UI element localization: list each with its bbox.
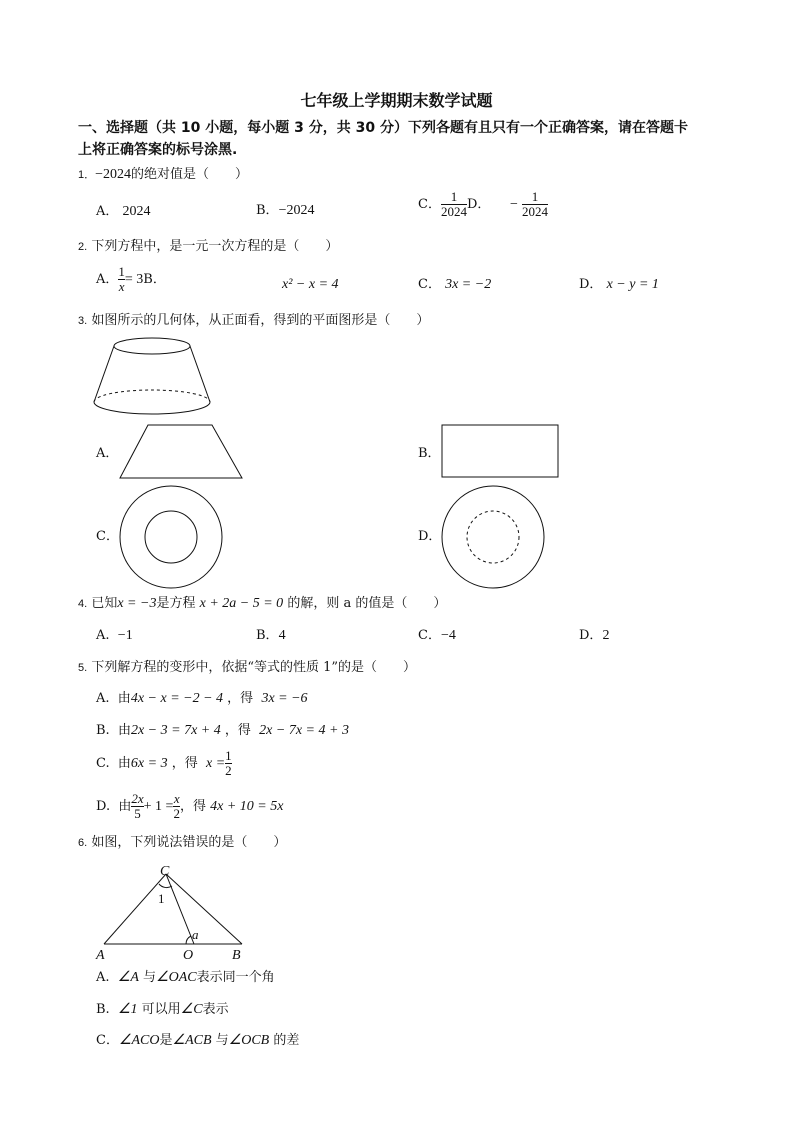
math-expression: 2x − 7x = 4 + 3	[259, 723, 349, 738]
vertex-label-c: C	[160, 864, 170, 879]
q6-option-b[interactable]	[96, 1001, 229, 1019]
numerator: 1	[531, 189, 539, 204]
option-text: ，得	[171, 756, 198, 771]
option-label: A.	[96, 628, 110, 643]
fraction	[522, 190, 548, 219]
question-text: 下列方程中，是一元一次方程的是（ ）	[91, 239, 339, 254]
q6-option-a[interactable]	[96, 969, 275, 987]
option-label: D．	[579, 277, 603, 292]
q5-option-c[interactable]	[96, 749, 232, 778]
question-text: 如图，下列说法错误的是（ ）	[91, 835, 287, 850]
option-label: B．	[143, 272, 166, 287]
math-expression: 6x = 3	[130, 756, 168, 771]
fraction	[225, 749, 232, 778]
question-text: 下列解方程的变形中，依据“等式的性质 1”的是（ ）	[91, 660, 417, 675]
equation-rest: = 3	[124, 272, 144, 287]
option-value: 2	[602, 628, 610, 643]
option-label: C．	[418, 277, 441, 292]
math-expression: ∠OCB	[228, 1033, 270, 1048]
option-label: B．	[256, 203, 279, 218]
option-text: 表示同一个角	[196, 970, 275, 985]
option-label: A．	[96, 204, 119, 219]
trapezoid-figure[interactable]	[118, 424, 246, 480]
q2-option-c[interactable]	[418, 276, 491, 294]
math-expression: x =	[206, 756, 226, 771]
option-value: −1	[117, 628, 133, 643]
minus-sign: −	[510, 197, 518, 212]
option-label: D.	[96, 799, 111, 814]
option-value: x² − x = 4	[282, 277, 339, 292]
option-label: A.	[96, 970, 110, 985]
question-1-stem	[78, 166, 248, 184]
question-number: 5.	[78, 662, 88, 674]
question-number: 6.	[78, 837, 88, 849]
q3-option-c[interactable]	[96, 528, 119, 546]
section-heading-line2: 上将正确答案的标号涂黑.	[78, 142, 238, 158]
question-2-stem	[78, 238, 338, 256]
math-expression: x + 2a − 5 = 0	[199, 596, 284, 611]
question-number: 3.	[78, 315, 88, 327]
triangle-figure	[94, 860, 254, 964]
math-expression: 4x + 10 = 5x	[210, 799, 284, 814]
denominator: x	[118, 279, 125, 294]
math-expression: 2x − 3 = 7x + 4	[130, 723, 221, 738]
question-text: 的绝对值是（ ）	[131, 167, 249, 182]
angle-label-alpha: a	[192, 927, 199, 942]
concentric-circles-solid-figure[interactable]	[118, 484, 224, 590]
option-text: ，得	[179, 799, 206, 814]
question-text: 已知	[91, 596, 118, 611]
option-label: B．	[256, 628, 279, 643]
option-value: −2024	[278, 203, 315, 218]
vertex-label-o: O	[183, 948, 194, 963]
option-value: 2024	[122, 204, 151, 219]
numerator: 1	[225, 748, 232, 763]
math-expression: + 1 =	[143, 799, 174, 814]
frustum-solid-figure	[90, 336, 214, 416]
option-label: B．	[418, 446, 441, 461]
option-text: 由	[118, 799, 132, 814]
option-label: D．	[418, 529, 442, 544]
option-text: ，得	[227, 691, 254, 706]
vertex-label-b: B	[232, 948, 241, 963]
option-label: B.	[96, 1002, 110, 1017]
rectangle-figure[interactable]	[441, 424, 561, 480]
option-text: 表示	[202, 1002, 229, 1017]
q4-option-b[interactable]	[256, 627, 286, 645]
question-text: 是方程	[156, 596, 196, 611]
option-label: A.	[96, 691, 110, 706]
option-label: A．	[96, 272, 119, 287]
fraction	[441, 190, 467, 219]
math-expression: ∠A	[117, 970, 139, 985]
math-expression: ∠ACB	[172, 1033, 212, 1048]
q1-option-c[interactable]	[418, 190, 490, 219]
option-text: 与	[143, 970, 157, 985]
q3-option-b[interactable]	[418, 445, 441, 463]
numerator: 1	[450, 189, 458, 204]
question-text: 如图所示的几何体，从正面看，得到的平面图形是（ ）	[91, 313, 430, 328]
option-label: C．	[96, 529, 119, 544]
concentric-circles-dashed-figure[interactable]	[440, 484, 546, 590]
q4-option-c[interactable]	[418, 627, 456, 645]
denominator: 2024	[522, 204, 549, 219]
denominator: 2	[225, 763, 232, 778]
question-number: 2.	[78, 241, 88, 253]
q2-option-d[interactable]	[579, 276, 659, 294]
math-expression: ∠C	[180, 1002, 203, 1017]
question-4-stem	[78, 595, 446, 613]
option-text: 可以用	[141, 1002, 181, 1017]
denominator: 2	[173, 806, 180, 821]
page-title: 七年级上学期期末数学试题	[300, 91, 493, 110]
q2-option-b[interactable]	[282, 276, 339, 294]
option-text: 与	[215, 1033, 229, 1048]
option-value: 4	[278, 628, 286, 643]
option-label: C．	[418, 197, 441, 212]
question-6-stem	[78, 834, 286, 852]
math-expression: x = −3	[117, 596, 157, 611]
q1-option-a[interactable]	[96, 203, 151, 221]
fraction	[131, 792, 143, 821]
option-value: −4	[440, 628, 456, 643]
question-5-stem	[78, 659, 416, 677]
option-text: ，得	[224, 723, 251, 738]
denominator: 2024	[440, 204, 467, 219]
q2-option-a[interactable]	[96, 265, 166, 294]
option-text: 的差	[273, 1033, 300, 1048]
q3-option-a[interactable]	[96, 445, 118, 463]
option-value: x − y = 1	[606, 277, 659, 292]
option-text: 由	[117, 691, 131, 706]
numerator: 1	[118, 264, 125, 279]
option-label: C．	[96, 1033, 119, 1048]
option-text: 由	[117, 756, 131, 771]
angle-label-1: 1	[158, 891, 165, 906]
option-label: B.	[96, 723, 110, 738]
vertex-label-a: A	[96, 948, 105, 963]
q1-option-b[interactable]	[256, 202, 314, 220]
q5-option-a[interactable]	[96, 690, 308, 708]
option-value: 3x = −2	[445, 277, 492, 292]
question-3-stem	[78, 312, 429, 330]
section-heading-line1: 一、选择题（共 10 小题，每小题 3 分，共 30 分）下列各题有且只有一个正确答案，请在答题卡	[78, 120, 688, 136]
question-number: 1．	[78, 169, 96, 181]
option-label: C．	[418, 628, 441, 643]
math-expression: ∠ACO	[118, 1033, 160, 1048]
q4-option-a[interactable]	[96, 627, 133, 645]
option-text: 由	[117, 723, 131, 738]
math-expression: 4x − x = −2 − 4	[130, 691, 224, 706]
option-label: D．	[579, 628, 603, 643]
question-text: 的解，则 a 的值是（ ）	[287, 596, 447, 611]
option-text: 是	[159, 1033, 173, 1048]
q4-option-d[interactable]	[579, 627, 609, 645]
math-expression: 3x = −6	[261, 691, 308, 706]
question-number: 4.	[78, 598, 88, 610]
q1-option-d[interactable]	[510, 190, 548, 219]
q3-option-d[interactable]	[418, 528, 441, 546]
option-label: D．	[466, 197, 491, 212]
denominator: 5	[131, 806, 143, 821]
math-expression: −2024	[95, 167, 132, 182]
option-label: C.	[96, 756, 110, 771]
numerator: x	[173, 791, 180, 806]
q5-option-b[interactable]	[96, 722, 349, 740]
q6-option-c[interactable]	[96, 1032, 299, 1050]
option-label: A．	[96, 446, 119, 461]
q5-option-d[interactable]	[96, 792, 283, 821]
math-expression: ∠1	[117, 1002, 138, 1017]
numerator: 2x	[131, 791, 144, 806]
math-expression: ∠OAC	[156, 970, 197, 985]
